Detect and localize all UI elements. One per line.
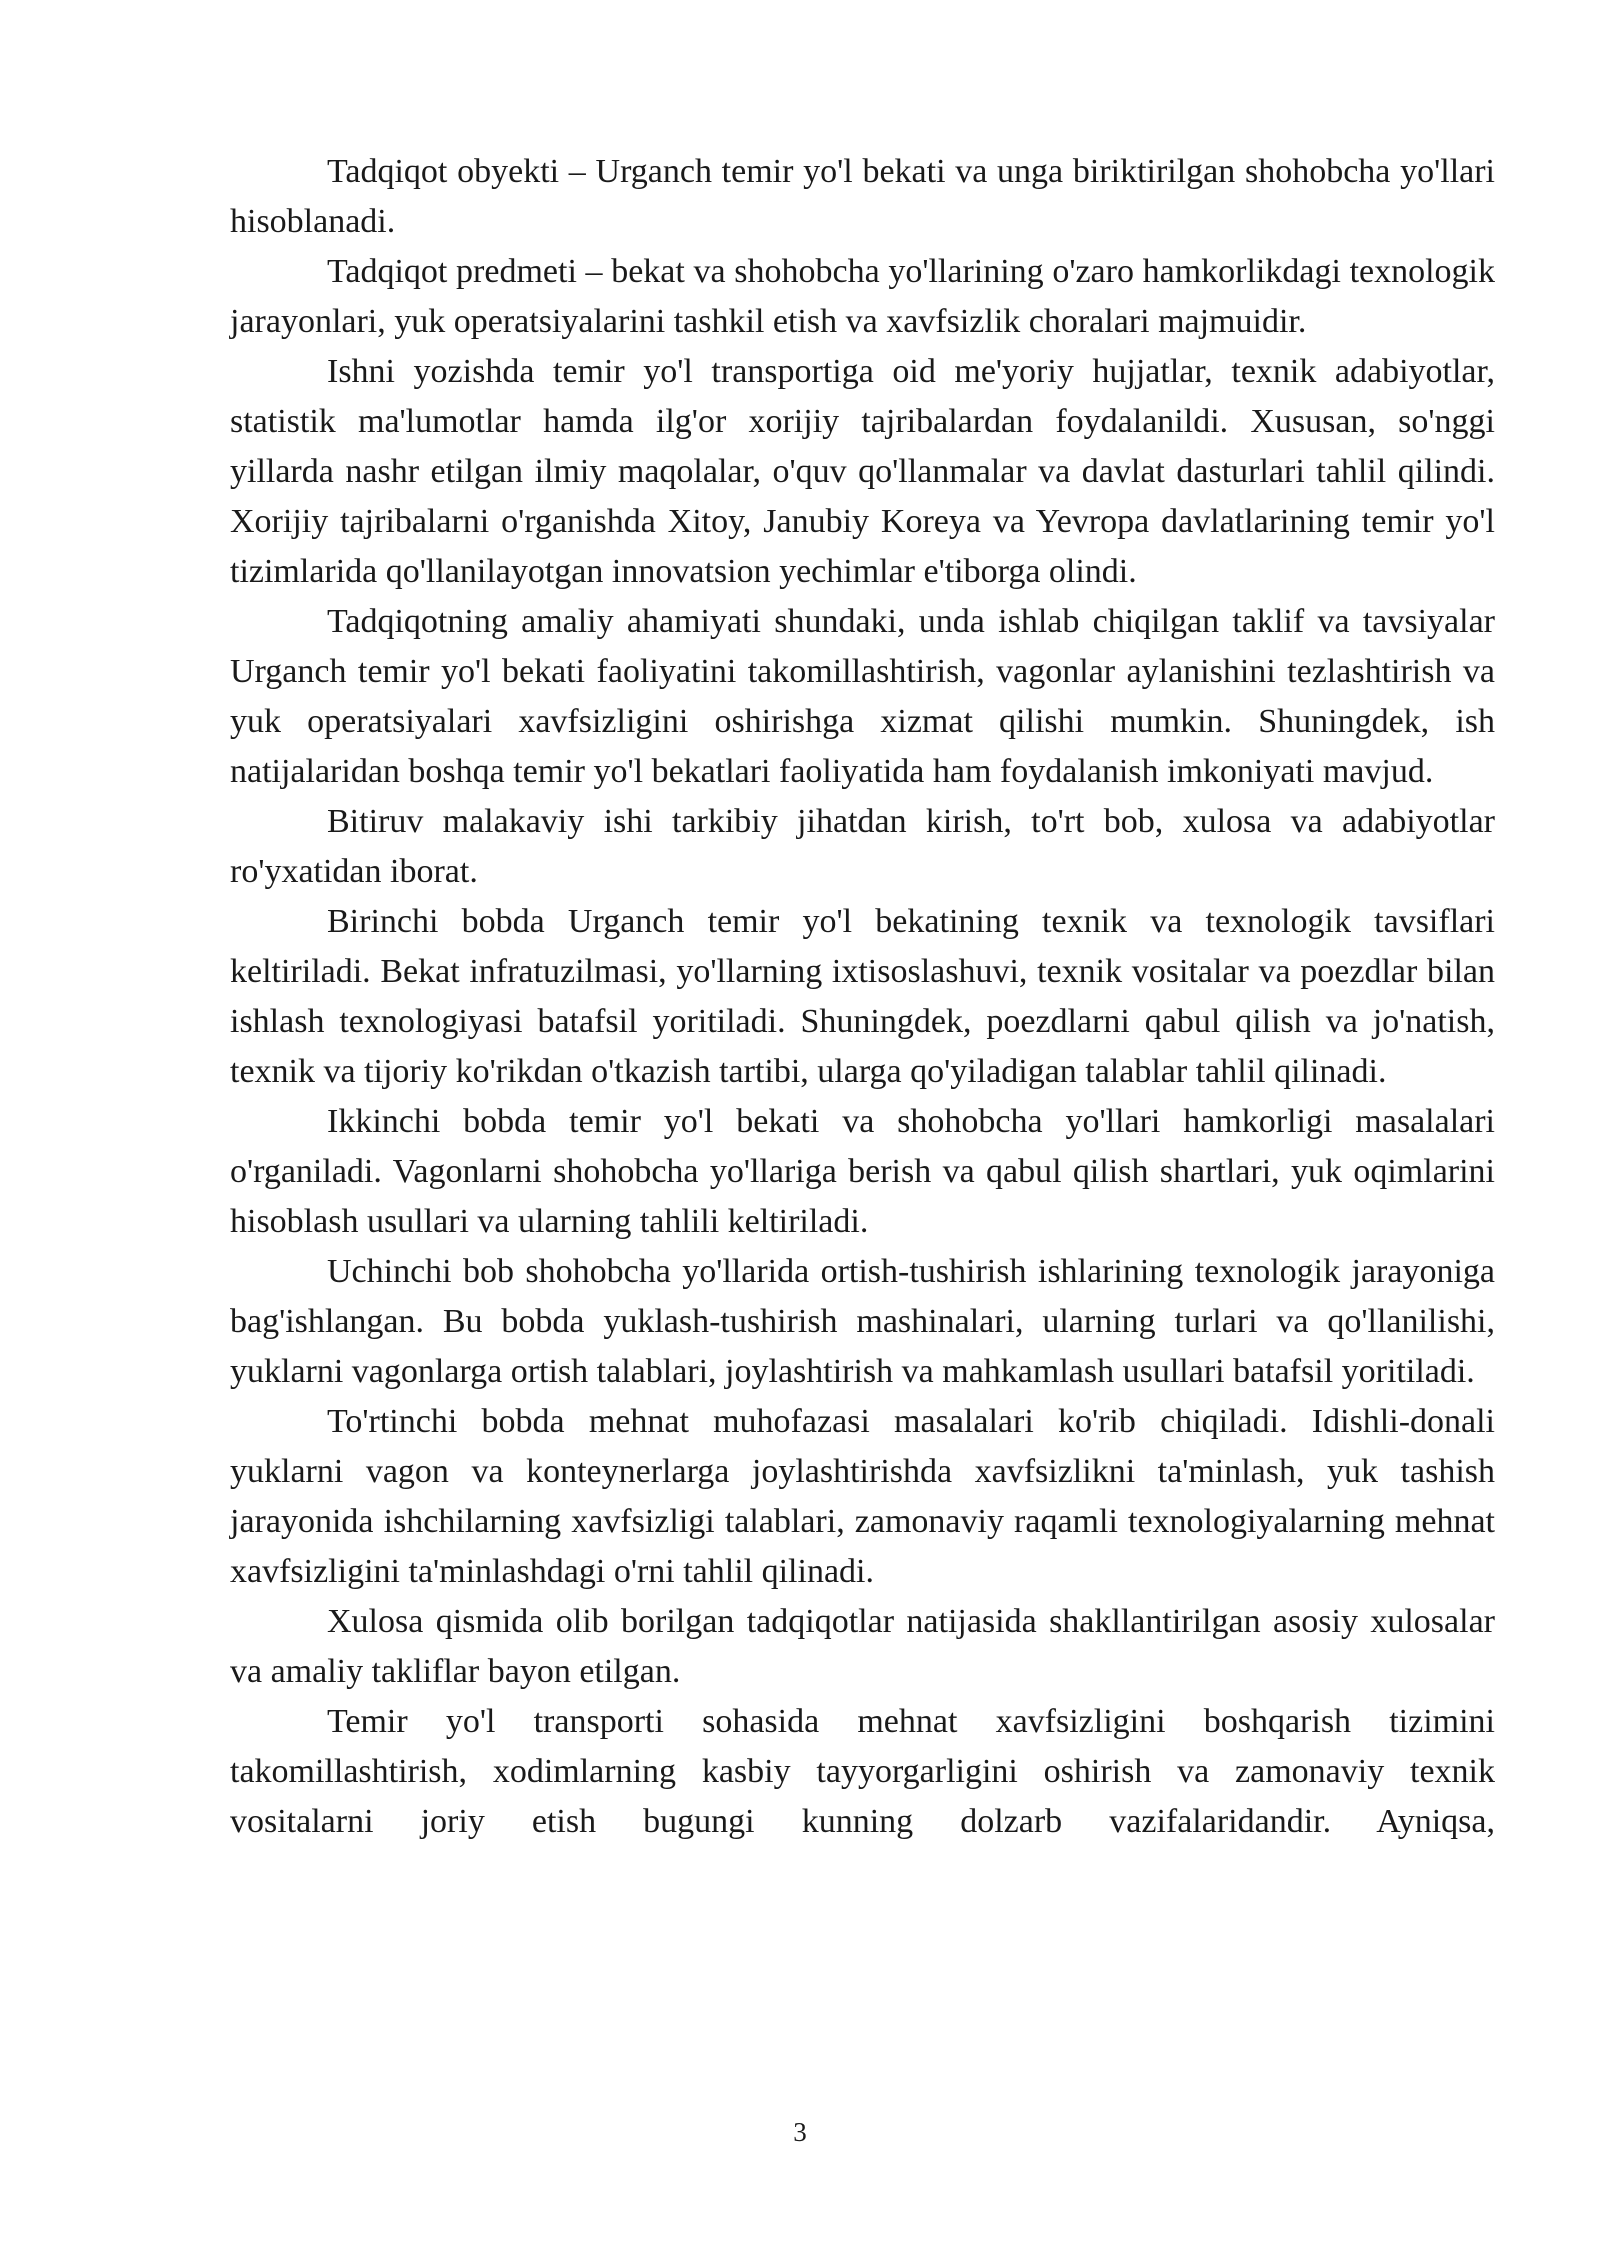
paragraph-chapter-four: To'rtinchi bobda mehnat muhofazasi masalalari ko'rib chiqiladi. Idishli-donali yuklarni vagon va konteynerlarga joylashtirishda xavfsizlikni ta'minlash, yuk tashish jarayonida ishchilarning xavfsizligi talablari, zamonaviy raqamli texnologiyalarning mehnat xavfsizligini ta'minlashdagi o'rni tahlil qilinadi. — [230, 1403, 1495, 1590]
page-number: 3 — [793, 2117, 807, 2147]
paragraph-research-object: Tadqiqot obyekti – Urganch temir yo'l bekati va unga biriktirilgan shohobcha yo'llari hisoblanadi. — [230, 153, 1495, 240]
paragraph-chapter-two: Ikkinchi bobda temir yo'l bekati va shohobcha yo'llari hamkorligi masalalari o'rganiladi. Vagonlarni shohobcha yo'llariga berish va qabul qilish shartlari, yuk oqimlarini hisoblash usullari va ularning tahlili keltiriladi. — [230, 1103, 1495, 1240]
paragraph-research-subject: Tadqiqot predmeti – bekat va shohobcha yo'llarining o'zaro hamkorlikdagi texnologik jarayonlari, yuk operatsiyalarini tashkil etish va xavfsizlik choralari majmuidir. — [230, 253, 1495, 340]
paragraph-continuing: Temir yo'l transporti sohasida mehnat xavfsizligini boshqarish tizimini takomillashtirish, xodimlarning kasbiy tayyorgarligini oshirish va zamonaviy texnik vositalarni joriy etish bugungi kunning dolzarb vazifalaridandir. Ayniqsa, — [230, 1703, 1495, 1840]
document-body — [230, 147, 1495, 1847]
paragraph-practical-significance: Tadqiqotning amaliy ahamiyati shundaki, unda ishlab chiqilgan taklif va tavsiyalar Urganch temir yo'l bekati faoliyatini takomillashtirish, vagonlar aylanishini tezlashtirish va yuk operatsiyalari xavfsizligini oshirishga xizmat qilishi mumkin. Shuningdek, ish natijalaridan boshqa temir yo'l bekatlari faoliyatida ham foydalanish imkoniyati mavjud. — [230, 603, 1495, 790]
paragraph-chapter-one: Birinchi bobda Urganch temir yo'l bekatining texnik va texnologik tavsiflari keltiriladi. Bekat infratuzilmasi, yo'llarning ixtisoslashuvi, texnik vositalar va poezdlar bilan ishlash texnologiyasi batafsil yoritiladi. Shuningdek, poezdlarni qabul qilish va jo'natish, texnik va tijoriy ko'rikdan o'tkazish tartibi, ularga qo'yiladigan talablar tahlil qilinadi. — [230, 903, 1495, 1090]
paragraph-chapter-three: Uchinchi bob shohobcha yo'llarida ortish-tushirish ishlarining texnologik jarayoniga bag'ishlangan. Bu bobda yuklash-tushirish mashinalari, ularning turlari va qo'llanilishi, yuklarni vagonlarga ortish talablari, joylashtirish va mahkamlash usullari batafsil yoritiladi. — [230, 1253, 1495, 1390]
paragraph-structure: Bitiruv malakaviy ishi tarkibiy jihatdan kirish, to'rt bob, xulosa va adabiyotlar ro'yxatidan iborat. — [230, 803, 1495, 890]
paragraph-sources: Ishni yozishda temir yo'l transportiga oid me'yoriy hujjatlar, texnik adabiyotlar, statistik ma'lumotlar hamda ilg'or xorijiy tajribalardan foydalanildi. Xususan, so'nggi yillarda nashr etilgan ilmiy maqolalar, o'quv qo'llanmalar va davlat dasturlari tahlil qilindi. Xorijiy tajribalarni o'rganishda Xitoy, Janubiy Koreya va Yevropa davlatlarining temir yo'l tizimlarida qo'llanilayotgan innovatsion yechimlar e'tiborga olindi. — [230, 353, 1495, 590]
paragraph-conclusion: Xulosa qismida olib borilgan tadqiqotlar natijasida shakllantirilgan asosiy xulosalar va amaliy takliflar bayon etilgan. — [230, 1603, 1495, 1690]
